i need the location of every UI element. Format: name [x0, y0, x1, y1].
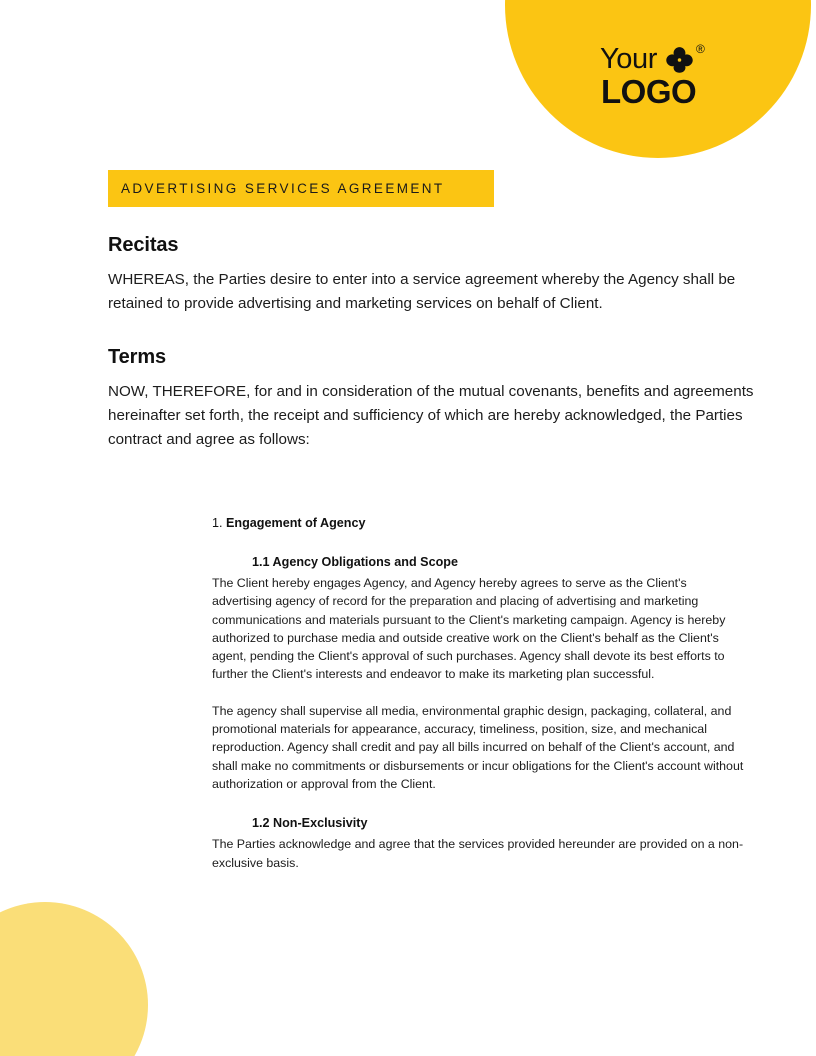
- subclause-1-1-paragraph-2: The agency shall supervise all media, environmental graphic design, packaging, collateral, and promotional materials for appearance, accuracy, timeliness, position, size, and mechanical reproduction. Agency shall credit and pay all bills incurred on behalf of the Client's account, and shall make no commitments or disbursements or incur obligations for the Client's account without authorization or approval from the Client.: [212, 703, 744, 791]
- four-petal-clover-icon: [666, 46, 693, 73]
- subclause-1-1-paragraph-1: The Client hereby engages Agency, and Agency hereby agrees to serve as the Client's advertising agency of record for the preparation and placing of advertising and marketing communications and materials pursuant to the Client's marketing campaign. Agency is hereby authorized to purchase media and outside creative work on the Client's behalf as the Client's agent, pending the Client's approval of such purchases. Agency shall devote its best efforts to further the Client's interests and endeavor to make its marketing plan successful.: [212, 576, 726, 682]
- section-body-recitals: WHEREAS, the Parties desire to enter into a service agreement whereby the Agency shall be retained to provide advertising and marketing services on behalf of Client.: [108, 271, 736, 312]
- document-title: ADVERTISING SERVICES AGREEMENT: [121, 181, 445, 196]
- subclause-1-2-paragraph-1: The Parties acknowledge and agree that the services provided hereunder are provided on a non-exclusive basis.: [212, 837, 744, 870]
- subclause-1-1-heading: 1.1 Agency Obligations and Scope: [252, 555, 458, 569]
- clause-list: [212, 515, 747, 872]
- decorative-circle-bottom-left: [0, 902, 148, 1056]
- section-heading-recitals: Recitas: [108, 234, 179, 256]
- section-heading-terms: Terms: [108, 346, 167, 368]
- registered-trademark-icon: ®: [696, 42, 705, 56]
- logo: [600, 44, 750, 109]
- clause-1-number: 1.: [212, 516, 223, 530]
- clause-1-heading: [212, 515, 747, 532]
- section-body-terms: NOW, THEREFORE, for and in consideration of the mutual covenants, benefits and agreements hereinafter set forth, the receipt and sufficiency of which are hereby acknowledged, the Parties contract and agree as follows:: [108, 383, 754, 448]
- subclause-1-2-heading: 1.2 Non-Exclusivity: [252, 816, 368, 831]
- clause-1-title: Engagement of Agency: [226, 516, 366, 530]
- logo-logo-text: LOGO: [601, 73, 697, 110]
- document-title-banner: [108, 170, 494, 207]
- document-body: [108, 234, 763, 452]
- logo-your-text: Your: [600, 42, 657, 75]
- logo-top-row: [600, 44, 750, 74]
